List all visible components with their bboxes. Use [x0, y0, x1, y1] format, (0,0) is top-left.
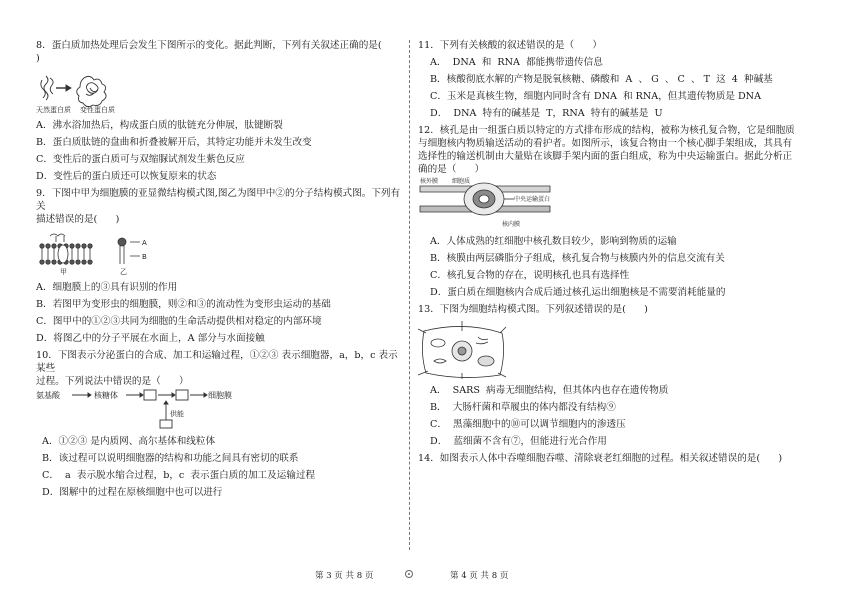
q12-option-a: A．人体成熟的红细胞中核孔数目较少，影响到物质的运输: [430, 236, 677, 248]
q13-option-d: D． 蓝细菌不含有⑦，但能进行光合作用: [430, 435, 607, 447]
q9-option-a: A．细胞膜上的③具有识别的作用: [36, 282, 178, 294]
q8-option-a: A．沸水浴加热后，构成蛋白质的肽链充分伸展，肽键断裂: [36, 119, 283, 131]
question-13: [418, 304, 816, 449]
question-8-stem: 8．蛋白质加热处理后会发生下图所示的变化。据此判断，下列有关叙述正确的是( ): [36, 40, 400, 64]
q13-option-c: C． 黑藻细胞中的⑩可以调节细胞内的渗透压: [430, 419, 626, 430]
right-column: [418, 40, 816, 466]
fig-label-energy: 供能: [170, 410, 184, 418]
q10-option-a: A．①②③ 是内质网、高尔基体和线粒体: [42, 436, 216, 447]
fig-label-inner-membrane: 核内膜: [502, 221, 521, 229]
q9-option-c: C．图甲中的①②③共同为细胞的生命活动提供相对稳定的内部环境: [36, 316, 322, 328]
protein-denaturation-figure: [36, 70, 146, 114]
column-divider: [409, 40, 410, 550]
q11-option-d: D． DNA 特有的碱基是 T，RNA 特有的碱基是 U: [430, 107, 663, 119]
q10-option-d: D．图解中的过程在原核细胞中也可以进行: [42, 486, 223, 498]
fig-label-native: 天然蛋白质: [36, 105, 71, 114]
q10-option-c: C． a 表示脱水缩合过程，b，c 表示蛋白质的加工及运输过程: [42, 469, 316, 481]
fig-label-b: B: [142, 253, 147, 262]
q12-option-c: C．核孔复合物的存在，说明核孔也具有选择性: [430, 270, 630, 282]
question-12-stem-line4: 确的是（ ）: [418, 163, 485, 175]
question-9: [36, 188, 401, 347]
question-14-stem: 14．如图表示人体中吞噬细胞吞噬、清除衰老红细胞的过程。相关叙述错误的是( ): [418, 452, 783, 464]
q12-option-d: D．蛋白质在细胞核内合成后通过核孔运出细胞核是不需要消耗能量的: [430, 287, 726, 299]
question-9-stem-line1: 9．下图中甲为细胞膜的亚显微结构模式图,图乙为图甲中②的分子结构模式图。下列有关: [36, 187, 401, 212]
fig-label-cytoplasm: 细胞质: [452, 178, 471, 186]
question-13-stem: 13．下图为细胞结构模式图。下列叙述错误的是( ): [418, 304, 648, 316]
fig-label-a: A: [142, 239, 147, 248]
question-11-stem: 11．下列有关核酸的叙述错误的是（ ）: [418, 40, 603, 51]
q11-option-b: B．核酸彻底水解的产物是脱氧核糖、磷酸和 A 、 G 、 C 、 T 这 4 种碱基: [430, 73, 773, 85]
q8-option-c: C．变性后的蛋白质可与双缩脲试剂发生紫色反应: [36, 153, 245, 165]
secretory-protein-figure: [36, 390, 232, 430]
nuclear-pore-figure: [418, 176, 558, 230]
fig-label-transport-protein: 中央运输蛋白: [514, 196, 551, 204]
question-12-stem-line2: 与细胞核内物质输送活动的看护者。如图所示，该复合物由一个核心脚手架组成，其具有: [418, 137, 793, 149]
q11-option-a: A． DNA 和 RNA 都能携带遗传信息: [430, 56, 603, 68]
question-12: [418, 125, 816, 301]
fig-label-yi: 乙: [120, 268, 127, 277]
q8-option-d: D．变性后的蛋白质还可以恢复原来的状态: [36, 170, 217, 182]
q11-option-c: C．玉米是真核生物，细胞内同时含有 DNA 和 RNA，但其遗传物质是 DNA: [430, 90, 762, 102]
q8-option-b: B．蛋白质肽链的盘曲和折叠被解开后，其特定功能并未发生改变: [36, 136, 312, 148]
binding-ring-icon: [405, 570, 413, 578]
q9-option-b: B．若图甲为变形虫的细胞膜，则②和③的流动性为变形虫运动的基础: [36, 299, 331, 311]
fig-label-membrane: 细胞膜: [208, 391, 232, 400]
question-12-stem-line3: 选择性的输送机制由大量贴在该脚手架内面的蛋白组成，称为中央运输蛋白。据此分析正: [418, 150, 793, 162]
fig-label-outer-membrane: 核外膜: [420, 178, 439, 186]
fig-label-denatured: 变性蛋白质: [80, 105, 115, 114]
fig-label-ribosome: 核糖体: [94, 391, 118, 400]
question-10-stem-line2: 过程。下列说法中错误的是（ ）: [36, 376, 189, 388]
page-number-left: 第 3 页 共 8 页: [315, 571, 374, 581]
question-10: [36, 350, 401, 500]
q12-option-b: B．核膜由两层磷脂分子组成，核孔复合物与核膜内外的信息交流有关: [430, 253, 725, 265]
fig-label-jia: 甲: [60, 268, 67, 277]
question-8: [36, 40, 401, 184]
page-number-right: 第 4 页 共 8 页: [450, 571, 509, 581]
q9-option-d: D．将图乙中的分子平展在水面上，A 部分与水面接触: [36, 333, 265, 345]
fig-label-amino-acid: 氨基酸: [36, 391, 60, 400]
left-column: [36, 40, 401, 504]
question-12-stem-line1: 12．核孔是由一组蛋白质以特定的方式排布形成的结构，被称为核孔复合物，它是细胞质: [418, 124, 795, 136]
q13-option-b: B． 大肠杆菌和草履虫的体内都没有结构⑨: [430, 402, 616, 414]
question-9-stem-line2: 描述错误的是( ): [36, 213, 120, 225]
cell-membrane-figure: [36, 230, 156, 276]
q10-option-b: B．该过程可以说明细胞器的结构和功能之间具有密切的联系: [42, 452, 299, 464]
q13-option-a: A． SARS 病毒无细胞结构，但其体内也存在遗传物质: [430, 385, 669, 397]
question-11: [418, 40, 816, 121]
cell-structure-figure: [418, 321, 508, 379]
question-14: [418, 453, 816, 466]
question-10-stem-line1: 10．下图表示分泌蛋白的合成、加工和运输过程，①②③ 表示细胞器，a，b，c 表示某些: [36, 350, 398, 375]
